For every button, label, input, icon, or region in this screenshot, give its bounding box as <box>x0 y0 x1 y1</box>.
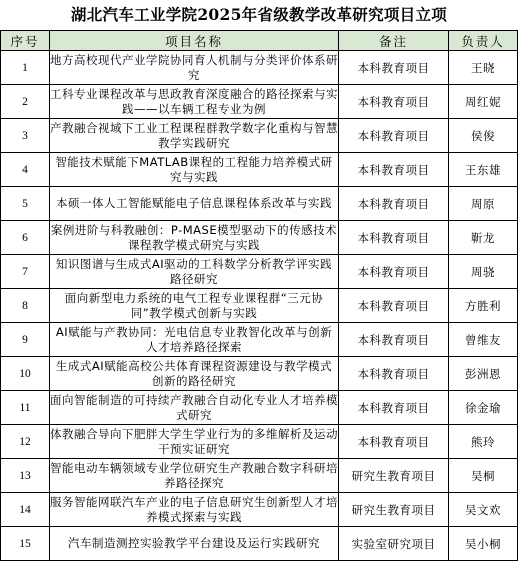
cell-no[interactable]: 1 <box>1 51 50 85</box>
cell-note[interactable]: 实验室研究项目 <box>339 527 449 561</box>
cell-no[interactable]: 7 <box>1 255 50 289</box>
cell-no[interactable]: 5 <box>1 187 50 221</box>
cell-project-name[interactable]: 面向新型电力系统的电气工程专业课程群“三元协同”教学模式创新与实践 <box>50 289 339 323</box>
table-row <box>1 289 518 323</box>
cell-leader[interactable]: 王晓 <box>449 51 518 85</box>
cell-leader[interactable]: 侯俊 <box>449 119 518 153</box>
header-no[interactable]: 序号 <box>1 31 50 51</box>
cell-leader[interactable]: 王东雄 <box>449 153 518 187</box>
cell-project-name[interactable]: 工科专业课程改革与思政教育深度融合的路径探索与实践——以车辆工程专业为例 <box>50 85 339 119</box>
table-row <box>1 391 518 425</box>
cell-leader[interactable]: 方胜利 <box>449 289 518 323</box>
table-body <box>1 51 518 561</box>
cell-note[interactable]: 本科教育项目 <box>339 51 449 85</box>
cell-no[interactable]: 14 <box>1 493 50 527</box>
cell-leader[interactable]: 周原 <box>449 187 518 221</box>
cell-no[interactable]: 4 <box>1 153 50 187</box>
table-row <box>1 425 518 459</box>
cell-leader[interactable]: 吴桐 <box>449 459 518 493</box>
table-row <box>1 323 518 357</box>
cell-project-name[interactable]: 智能电动车辆领域专业学位研究生产教融合数字科研培养路径探究 <box>50 459 339 493</box>
cell-leader[interactable]: 靳龙 <box>449 221 518 255</box>
header-note[interactable]: 备注 <box>339 31 449 51</box>
cell-project-name[interactable]: 面向智能制造的可持续产教融合自动化专业人才培养模式研究 <box>50 391 339 425</box>
cell-project-name[interactable]: 生成式AI赋能高校公共体育课程资源建设与教学模式创新的路径研究 <box>50 357 339 391</box>
cell-no[interactable]: 3 <box>1 119 50 153</box>
cell-leader[interactable]: 彭洲恩 <box>449 357 518 391</box>
cell-project-name[interactable]: 地方高校现代产业学院协同育人机制与分类评价体系研究 <box>50 51 339 85</box>
cell-no[interactable]: 8 <box>1 289 50 323</box>
cell-project-name[interactable]: 案例进阶与科教融创：P-MASE模型驱动下的传感技术课程教学模式研究与实践 <box>50 221 339 255</box>
table-row <box>1 85 518 119</box>
cell-leader[interactable]: 周骁 <box>449 255 518 289</box>
cell-note[interactable]: 本科教育项目 <box>339 391 449 425</box>
cell-note[interactable]: 本科教育项目 <box>339 425 449 459</box>
cell-no[interactable]: 13 <box>1 459 50 493</box>
table-row <box>1 153 518 187</box>
cell-no[interactable]: 12 <box>1 425 50 459</box>
cell-note[interactable]: 本科教育项目 <box>339 255 449 289</box>
cell-note[interactable]: 本科教育项目 <box>339 357 449 391</box>
cell-note[interactable]: 本科教育项目 <box>339 85 449 119</box>
table-row <box>1 459 518 493</box>
cell-project-name[interactable]: 产教融合视域下工业工程课程群教学数字化重构与智慧教学实践研究 <box>50 119 339 153</box>
cell-project-name[interactable]: 本硕一体人工智能赋能电子信息课程体系改革与实践 <box>50 187 339 221</box>
cell-leader[interactable]: 曾维友 <box>449 323 518 357</box>
table-row <box>1 357 518 391</box>
table-row <box>1 493 518 527</box>
cell-project-name[interactable]: 体教融合导向下肥胖大学生学业行为的多维解析及运动干预实证研究 <box>50 425 339 459</box>
table-row <box>1 51 518 85</box>
cell-note[interactable]: 本科教育项目 <box>339 289 449 323</box>
table-row <box>1 527 518 561</box>
table-row <box>1 187 518 221</box>
cell-project-name[interactable]: 汽车制造测控实验教学平台建设及运行实践研究 <box>50 527 339 561</box>
cell-leader[interactable]: 吴小桐 <box>449 527 518 561</box>
cell-note[interactable]: 本科教育项目 <box>339 323 449 357</box>
table-row <box>1 119 518 153</box>
header-row <box>1 31 518 51</box>
cell-no[interactable]: 10 <box>1 357 50 391</box>
cell-note[interactable]: 本科教育项目 <box>339 153 449 187</box>
cell-project-name[interactable]: 智能技术赋能下MATLAB课程的工程能力培养模式研究与实践 <box>50 153 339 187</box>
cell-no[interactable]: 2 <box>1 85 50 119</box>
table-row <box>1 255 518 289</box>
project-table <box>0 30 518 561</box>
cell-no[interactable]: 6 <box>1 221 50 255</box>
cell-note[interactable]: 研究生教育项目 <box>339 493 449 527</box>
cell-no[interactable]: 15 <box>1 527 50 561</box>
cell-no[interactable]: 11 <box>1 391 50 425</box>
header-leader[interactable]: 负责人 <box>449 31 518 51</box>
sheet-title: 湖北汽车工业学院2025年省级教学改革研究项目立项 <box>70 5 448 24</box>
cell-note[interactable]: 本科教育项目 <box>339 119 449 153</box>
cell-project-name[interactable]: AI赋能与产教协同：光电信息专业教智化改革与创新人才培养路径探索 <box>50 323 339 357</box>
cell-leader[interactable]: 吴文欢 <box>449 493 518 527</box>
cell-project-name[interactable]: 知识图谱与生成式AI驱动的工科数学分析教学评实践路径研究 <box>50 255 339 289</box>
cell-leader[interactable]: 熊玲 <box>449 425 518 459</box>
cell-note[interactable]: 本科教育项目 <box>339 221 449 255</box>
cell-project-name[interactable]: 服务智能网联汽车产业的电子信息研究生创新型人才培养模式探索与实践 <box>50 493 339 527</box>
cell-no[interactable]: 9 <box>1 323 50 357</box>
cell-note[interactable]: 研究生教育项目 <box>339 459 449 493</box>
cell-leader[interactable]: 徐金瑜 <box>449 391 518 425</box>
cell-note[interactable]: 本科教育项目 <box>339 187 449 221</box>
cell-leader[interactable]: 周红妮 <box>449 85 518 119</box>
table-row <box>1 221 518 255</box>
header-name[interactable]: 项目名称 <box>50 31 339 51</box>
